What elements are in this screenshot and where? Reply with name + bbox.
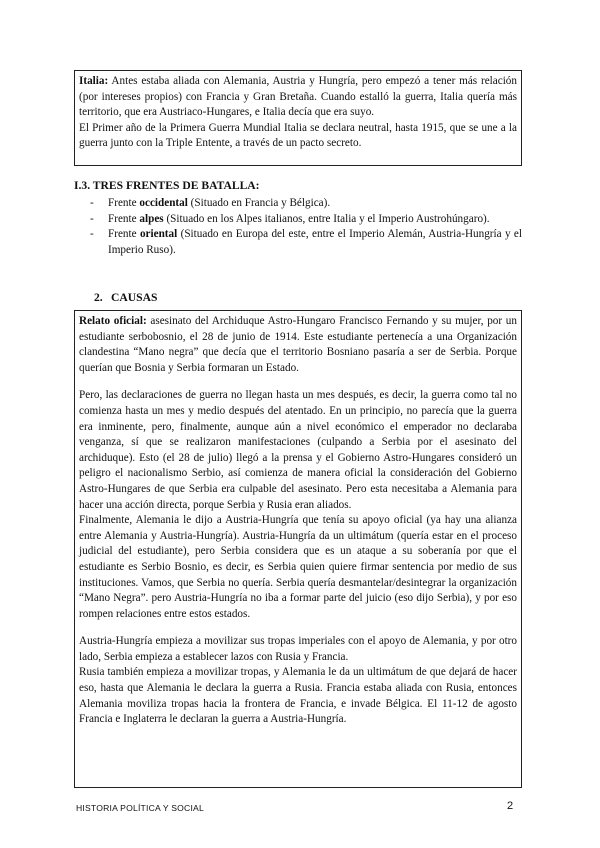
list-item-bold: oriental xyxy=(139,228,178,241)
relato-label: Relato oficial: xyxy=(79,315,147,327)
italia-box xyxy=(74,70,522,166)
list-item-pre: Frente xyxy=(108,197,140,209)
causas-paragraph-3: Finalmente, Alemania le dijo a Austria-Hungría que tenía su apoyo oficial (ya hay una alianza entre Alemania y Austria-Hungría). Austria-Hungría da un ultimátum (quería estar en el proceso judicial del estudiante), pero Serbia considera que es un ataque a su soberanía por que el estudiante es Serbio Bosnio, es decir, es Serbia quien quiere firmar sentencia por medio de sus instituciones. Vamos, que Serbia no quería. Serbia quería desmantelar/desintegrar la organización “Mano Negra”. pero Austria-Hungría no iba a formar parte del juicio (eso dijo Serbia), y por eso rompen relaciones entre estos estados. xyxy=(79,514,517,620)
causas-paragraph-5: Rusia también empieza a movilizar tropas, y Alemania le da un ultimátum de que dejará de hacer eso, hasta que Alemania le declara la guerra a Rusia. Francia estaba aliada con Rusia, entonces Alemania moviliza tropas hacia la frontera de Francia, e invade Bélgica. El 11-12 de agosto Francia e Inglaterra le declaran la guerra a Austria-Hungría. xyxy=(79,666,517,726)
list-item-text xyxy=(108,227,522,258)
list-item xyxy=(74,227,522,258)
list-item-text xyxy=(108,212,522,228)
causas-paragraph-4: Austria-Hungría empieza a movilizar sus tropas imperiales con el apoyo de Alemania, y por otro lado, Serbia empieza a establecer lazos con Rusia y Francia. xyxy=(79,635,517,663)
list-item-pre: Frente xyxy=(108,212,140,225)
list-item-bold: occidental xyxy=(139,197,188,209)
causas-number: 2. xyxy=(94,291,103,304)
list-item-post: (Situado en los Alpes italianos, entre Italia y el Imperio Austrohúngaro). xyxy=(163,212,490,225)
causas-text-1: asesinato del Archiduque Astro-Hungaro Francisco Fernando y su mujer, por un estudiante serbobosnio, el 28 de junio de 1914. Este estudiante pertenecía a una Organización clandestina “Mano negra” que decía que el territorio Bosniano pasaría a ser de Serbia. Porque querían que Bosnia y Serbia formaran un Estado. xyxy=(79,315,517,374)
bullet-dash: - xyxy=(90,197,94,209)
italia-text-1: Antes estaba aliada con Alemania, Austria y Hungría, pero empezó a tener más relación (por intereses propios) con Francia y Gran Bretaña. Cuando estalló la guerra, Italia quería más territorio, que era Austriaco-Hungares, e Italia decía que era suyo. xyxy=(79,75,517,119)
list-item-post: (Situado en Francia y Bélgica). xyxy=(187,197,331,209)
causas-box xyxy=(74,310,522,788)
list-item-text xyxy=(108,196,522,212)
frentes-list xyxy=(74,196,522,258)
bullet-dash: - xyxy=(90,212,94,225)
list-item-post: (Situado en Europa del este, entre el Imperio Alemán, Austria-Hungría y el Imperio Ruso). xyxy=(108,228,522,256)
causas-title: CAUSAS xyxy=(111,291,158,304)
causas-paragraph-2: Pero, las declaraciones de guerra no llegan hasta un mes después, es decir, la guerra como tal no comienza hasta un mes y medio después del atentado. En un principio, no parecía que la guerra era inminente, pero, finalmente, aunque aún a nivel económico el emperador no declaraba venganza, sí que se realizaron manifestaciones (culpando a Serbia por el asesinato del archiduque). Esto (el 28 de julio) llegó a la prensa y el Gobierno Astro-Hungares consideró un peligro el nacionalismo Serbio, así comienza de manera oficial la consideración del Gobierno Astro-Hungares de que Serbia era culpable del asesinato. Pero esta necesitaba a Alemania para hacer una acción directa, porque Serbia y Rusia eran aliados. xyxy=(79,389,517,511)
causas-paragraph-1 xyxy=(79,314,517,376)
italia-paragraph-1 xyxy=(79,74,517,121)
causas-heading xyxy=(94,291,157,304)
footer-title: HISTORIA POLÍTICA Y SOCIAL xyxy=(76,803,204,813)
list-item xyxy=(74,196,522,212)
italia-label: Italia: xyxy=(79,75,109,87)
list-item xyxy=(74,212,522,228)
list-item-pre: Frente xyxy=(108,228,140,241)
page-number: 2 xyxy=(507,800,514,812)
list-item-bold: alpes xyxy=(139,212,164,225)
bullet-dash: - xyxy=(90,228,94,241)
frentes-heading: I.3. TRES FRENTES DE BATALLA: xyxy=(74,179,260,192)
italia-paragraph-2: El Primer año de la Primera Guerra Mundial Italia se declara neutral, hasta 1915, que se une a la guerra junto con la Triple Entente, a través de un pacto secreto. xyxy=(79,121,517,150)
